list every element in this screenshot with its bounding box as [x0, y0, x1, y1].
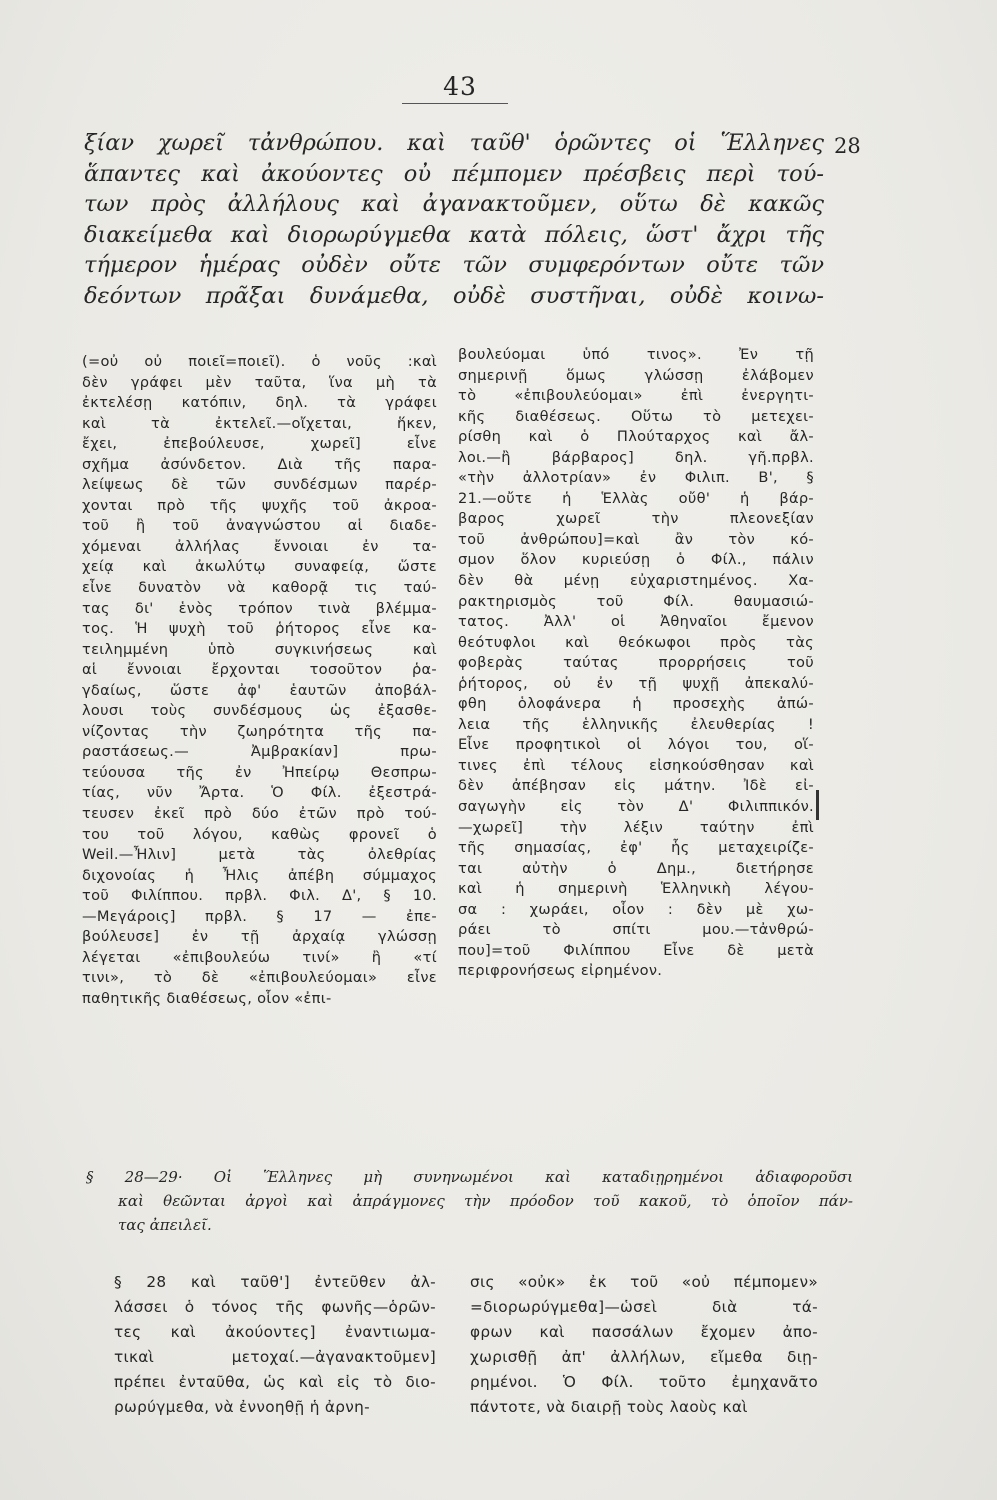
note-line: σημερινῇ ὅμως γλώσσῃ ἐλάβομεν [458, 366, 814, 384]
note-line: Εἶνε προφητικοὶ οἱ λόγοι του, οἵ- [458, 736, 814, 754]
note-line: ρακτηρισμὸς τοῦ Φίλ. θαυμασιώ- [458, 592, 814, 610]
section-summary [86, 1165, 853, 1237]
note-line: λέγεται «ἐπιβουλεύω τινί» ἢ «τί [82, 948, 437, 966]
note-line: καὶ τὰ ἐκτελεῖ.—οἴχεται, ἥκεν, [82, 414, 437, 432]
main-text-line: ξίαν χωρεῖ τἀνθρώπου. καὶ ταῦθ' ὁρῶντες οἱ Ἕλληνες [84, 130, 824, 156]
note-line: φθη ὁλοφάνερα ἡ προσεχὴς ἀπώ- [458, 695, 814, 713]
note-line: βουλεύομαι ὑπό τινος». Ἐν τῇ [458, 346, 814, 363]
page-number: 43 [443, 72, 477, 101]
bottom-notes-right [470, 1270, 818, 1420]
section-summary-line: § 28—29· Οἱ Ἕλληνες μὴ συνηνωμένοι καὶ καταδιῃρημένοι ἀδιαφοροῦσι [86, 1168, 853, 1186]
note-line: νίζοντας τὴν ζωηρότητα τῆς πα- [82, 722, 437, 740]
note-line: τοῦ ἢ τοῦ ἀναγνώστου αἱ διαδε- [82, 517, 437, 535]
note-line: —χωρεῖ] τὴν λέξιν ταύτην ἐπὶ [458, 818, 814, 836]
note-line: ράει τὸ σπίτι μου.—τἀνθρώ- [458, 921, 814, 939]
note-line: λείψεως δὲ τῶν συνδέσμων παρέρ- [82, 476, 437, 494]
bottom-notes-left [114, 1270, 436, 1420]
note-line: χωρισθῇ ἀπ' ἀλλήλων, εἴμεθα διῃ- [470, 1348, 818, 1366]
note-line: ραστάσεως.— Ἀμβρακίαν] πρω- [82, 743, 437, 761]
note-line: «τὴν ἀλλοτρίαν» ἐν Φιλιπ. Β', § [458, 469, 814, 487]
main-text-line: τήμερον ἡμέρας οὐδὲν οὔτε τῶν συμφερόντων οὔτε τῶν [84, 252, 824, 278]
note-line: σχῆμα ἀσύνδετον. Διὰ τῆς παρα- [82, 455, 437, 473]
note-line: τὸ «ἐπιβουλεύομαι» ἐπὶ ἐνεργητι- [458, 387, 814, 405]
note-line: λεια τῆς ἑλληνικῆς ἐλευθερίας ! [458, 715, 814, 733]
note-line: αἱ ἔννοιαι ἔρχονται τοσοῦτον ῥα- [82, 661, 437, 679]
note-line: γδαίως, ὥστε ἀφ' ἑαυτῶν ἀποβάλ- [82, 681, 437, 699]
note-line: τες καὶ ἀκούοντες] ἐναντιωμα- [114, 1323, 436, 1341]
note-line: φοβερὰς ταύτας προρρήσεις τοῦ [458, 654, 814, 672]
note-line: ῥήτορος, οὐ ἐν τῇ ψυχῇ ἀπεκαλύ- [458, 674, 814, 692]
note-line: λουσι τοὺς συνδέσμους ὡς ἐξασθε- [82, 702, 437, 720]
note-line: τειλημμένη ὑπὸ συγκινήσεως καὶ [82, 640, 437, 658]
note-line: ἔχει, ἐπεβούλευσε, χωρεῖ] εἶνε [82, 435, 437, 453]
note-line: χονται πρὸ τῆς ψυχῆς τοῦ ἀκροα- [82, 496, 437, 514]
note-line: χείᾳ καὶ ἀκωλύτῳ συναφείᾳ, ὥστε [82, 558, 437, 576]
margin-mark [816, 790, 819, 820]
note-line: σμον ὅλον κυριεύσῃ ὁ Φίλ., πάλιν [458, 551, 814, 569]
note-line: που]=τοῦ Φιλίππου Εἶνε δὲ μετὰ [458, 941, 814, 959]
notes-left-column [82, 352, 437, 1010]
note-line: σαγωγὴν εἰς τὸν Δ' Φιλιππικόν. [458, 798, 814, 816]
note-line: διχονοίας ἡ Ἦλις ἀπέβη σύμμαχος [82, 866, 437, 884]
notes-right-column [458, 345, 814, 982]
section-summary-line: τας ἀπειλεῖ. [118, 1216, 212, 1234]
note-line: τεύουσα τῆς ἐν Ἠπείρῳ Θεσπρω- [82, 763, 437, 781]
note-line: ρημένοι. Ὁ Φίλ. τοῦτο ἐμηχανᾶτο [470, 1373, 818, 1391]
main-text-line: διακείμεθα καὶ διορωρύγμεθα κατὰ πόλεις, ὥστ' ἄχρι τῆς [84, 221, 824, 248]
section-summary-line: καὶ θεῶνται ἀργοὶ καὶ ἀπράγμονες τὴν πρόοδον τοῦ κακοῦ, τὸ ὁποῖον πάν- [118, 1192, 853, 1210]
note-line: πάντοτε, νὰ διαιρῇ τοὺς λαοὺς καὶ [470, 1398, 748, 1416]
note-line: κῆς διαθέσεως. Οὕτω τὸ μετεχει- [458, 407, 814, 425]
note-line: σα : χωράει, οἷον : δὲν μὲ χω- [458, 900, 814, 918]
note-line: χόμεναι ἀλλήλας ἔννοιαι ἐν τα- [82, 537, 437, 555]
main-text-line: ἅπαντες καὶ ἀκούοντες οὐ πέμπομεν πρέσβεις περὶ τού- [84, 160, 824, 187]
note-line: τευσεν ἐκεῖ πρὸ δύο ἐτῶν πρὸ τού- [82, 805, 437, 823]
note-line: παθητικῆς διαθέσεως, οἷον «ἐπι- [82, 989, 332, 1007]
note-line: θεότυφλοι καὶ θεόκωφοι πρὸς τὰς [458, 633, 814, 651]
margin-section-number: 28 [834, 134, 861, 158]
note-line: τος. Ἡ ψυχὴ τοῦ ῥήτορος εἶνε κα- [82, 620, 437, 638]
note-line: τινες ἐπὶ τέλους εἰσηκούσθησαν καὶ [458, 756, 814, 774]
note-line: δὲν γράφει μὲν ταῦτα, ἵνα μὴ τὰ [82, 373, 437, 391]
note-line: τικαὶ μετοχαί.—ἀγανακτοῦμεν] [114, 1348, 436, 1366]
note-line: δὲν ἀπέβησαν εἰς μάτην. Ἰδὲ εἰ- [458, 777, 814, 795]
note-line: τοῦ ἀνθρώπου]=καὶ ἂν τὸν κό- [458, 530, 814, 548]
note-line: τοῦ Φιλίππου. πρβλ. Φιλ. Δ', § 10. [82, 887, 437, 905]
note-line: λάσσει ὁ τόνος τῆς φωνῆς—ὁρῶν- [114, 1298, 436, 1316]
note-line: τας δι' ἑνὸς τρόπον τινὰ βλέμμα- [82, 599, 437, 617]
note-line: βούλευσε] ἐν τῇ ἀρχαίᾳ γλώσσῃ [82, 928, 437, 946]
note-line: λοι.—ἢ βάρβαρος] δηλ. γῆ.πρβλ. [458, 448, 814, 466]
note-line: ἐκτελέσῃ κατόπιν, δηλ. τὰ γράφει [82, 394, 437, 412]
main-text [84, 128, 824, 311]
note-line: =διορωρύγμεθα]—ὡσεὶ διὰ τά- [470, 1298, 818, 1316]
note-line: ρίσθη καὶ ὁ Πλούταρχος καὶ ἄλ- [458, 428, 814, 446]
note-line: τῆς σημασίας, ἐφ' ἧς μεταχειρίζε- [458, 839, 814, 857]
note-line: καὶ ἡ σημερινὴ Ἑλληνικὴ λέγου- [458, 880, 814, 898]
header-rule [402, 103, 508, 104]
note-line: ται αὐτὴν ὁ Δημ., διετήρησε [458, 859, 814, 877]
note-line: Weil.—Ἦλιν] μετὰ τὰς ὀλεθρίας [82, 846, 437, 864]
note-line: πρέπει ἐνταῦθα, ὡς καὶ εἰς τὸ διο- [114, 1373, 436, 1391]
note-line: δὲν θὰ μένῃ εὐχαριστημένος. Χα- [458, 572, 814, 590]
note-line: —Μεγάροις] πρβλ. § 17 — ἐπε- [82, 907, 437, 925]
note-line: τίας, νῦν Ἄρτα. Ὁ Φίλ. ἐξεστρά- [82, 784, 437, 802]
note-line: 21.—οὔτε ἡ Ἑλλὰς οὔθ' ἡ βάρ- [458, 489, 814, 507]
main-text-line: των πρὸς ἀλλήλους καὶ ἀγανακτοῦμεν, οὕτω δὲ κακῶς [84, 191, 824, 217]
note-line: του τοῦ λόγου, καθὼς φρονεῖ ὁ [82, 825, 437, 843]
note-line: (=οὐ οὐ ποιεῖ=ποιεῖ). ὁ νοῦς :καὶ [82, 353, 437, 370]
main-text-line: δεόντων πρᾶξαι δυνάμεθα, οὐδὲ συστῆναι, οὐδὲ κοινω- [84, 282, 824, 309]
note-line: τινι», τὸ δὲ «ἐπιβουλεύομαι» εἶνε [82, 969, 437, 987]
note-line: εἶνε δυνατὸν νὰ καθορᾷ τις ταύ- [82, 579, 437, 597]
note-line: βαρος χωρεῖ τὴν πλεονεξίαν [458, 510, 814, 528]
note-line: τατος. Ἀλλ' οἱ Ἀθηναῖοι ἔμενον [458, 613, 814, 631]
note-line: περιφρονήσεως εἰρημένον. [458, 962, 663, 980]
note-line: ρωρύγμεθα, νὰ ἐννοηθῇ ἡ ἀρνη- [114, 1398, 370, 1416]
note-line: σις «οὐκ» ἐκ τοῦ «οὐ πέμπομεν» [470, 1273, 818, 1291]
note-line: φρων καὶ πασσάλων ἔχομεν ἀπο- [470, 1323, 818, 1341]
note-line: § 28 καὶ ταῦθ'] ἐντεῦθεν ἀλ- [114, 1273, 436, 1291]
